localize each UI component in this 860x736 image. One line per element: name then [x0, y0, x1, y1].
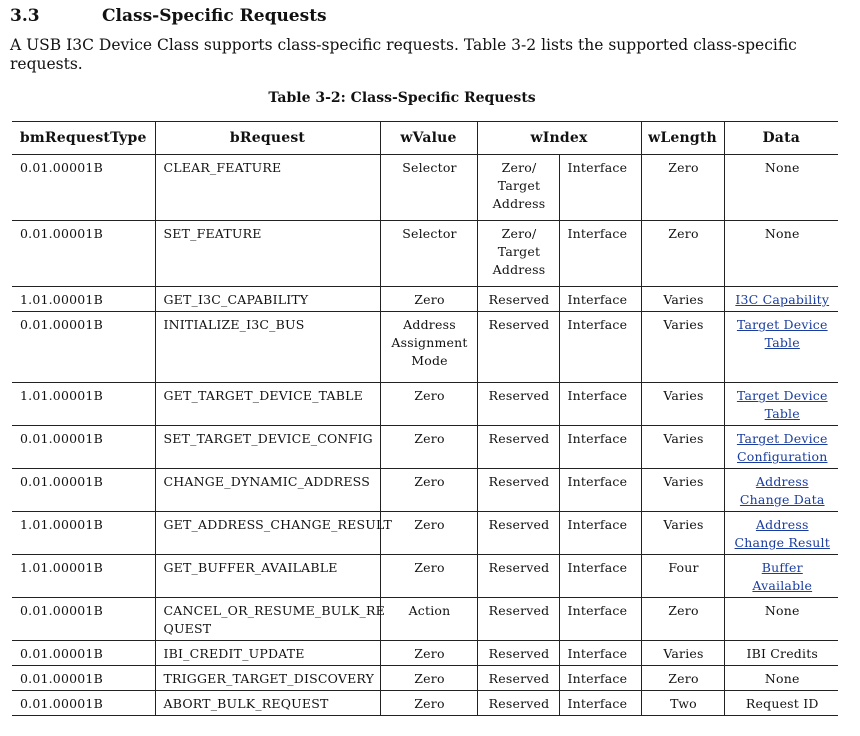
cell-data	[724, 469, 838, 512]
table-row	[12, 469, 838, 512]
cell-windex-target: Zero/ Target Address	[477, 221, 559, 287]
cell-brequest: GET_TARGET_DEVICE_TABLE	[155, 383, 380, 426]
table-row	[12, 221, 838, 287]
header-brequest: bRequest	[155, 122, 380, 155]
cell-brequest: SET_FEATURE	[155, 221, 380, 287]
cell-wvalue: Zero	[380, 426, 477, 469]
cell-bmrequesttype: 1.01.00001B	[12, 287, 155, 312]
cell-brequest: GET_I3C_CAPABILITY	[155, 287, 380, 312]
intro-paragraph: A USB I3C Device Class supports class-specific requests. Table 3-2 lists the supported class-specific requests.	[10, 36, 797, 73]
table-row	[12, 155, 838, 221]
cell-bmrequesttype: 0.01.00001B	[12, 155, 155, 221]
data-link[interactable]: Address Change Result	[734, 517, 830, 550]
cell-wvalue: Zero	[380, 641, 477, 666]
cell-brequest: CANCEL_OR_RESUME_BULK_RE QUEST	[155, 598, 380, 641]
cell-brequest: TRIGGER_TARGET_DISCOVERY	[155, 666, 380, 691]
cell-windex-target: Reserved	[477, 512, 559, 555]
cell-wlength: Varies	[641, 469, 724, 512]
cell-bmrequesttype: 0.01.00001B	[12, 666, 155, 691]
cell-bmrequesttype: 0.01.00001B	[12, 426, 155, 469]
data-link[interactable]: Address Change Data	[739, 474, 825, 507]
table-row	[12, 666, 838, 691]
header-bmrequesttype: bmRequestType	[12, 122, 155, 155]
cell-windex-interface: Interface	[559, 598, 641, 641]
cell-wvalue: Zero	[380, 512, 477, 555]
cell-wvalue: Zero	[380, 287, 477, 312]
cell-wvalue: Zero	[380, 469, 477, 512]
cell-wvalue: Action	[380, 598, 477, 641]
cell-brequest: CHANGE_DYNAMIC_ADDRESS	[155, 469, 380, 512]
cell-data	[724, 555, 838, 598]
table-row	[12, 598, 838, 641]
cell-bmrequesttype: 0.01.00001B	[12, 221, 155, 287]
cell-bmrequesttype: 1.01.00001B	[12, 383, 155, 426]
cell-brequest: GET_BUFFER_AVAILABLE	[155, 555, 380, 598]
cell-windex-interface: Interface	[559, 666, 641, 691]
table-row	[12, 287, 838, 312]
cell-wvalue: Selector	[380, 155, 477, 221]
cell-wlength: Varies	[641, 312, 724, 383]
cell-bmrequesttype: 0.01.00001B	[12, 312, 155, 383]
table-row	[12, 512, 838, 555]
section-heading	[10, 6, 327, 26]
data-link[interactable]: Target Device Table	[736, 317, 828, 350]
cell-wlength: Zero	[641, 221, 724, 287]
cell-windex-target: Reserved	[477, 555, 559, 598]
cell-windex-target: Reserved	[477, 666, 559, 691]
cell-data: None	[724, 221, 838, 287]
cell-brequest: CLEAR_FEATURE	[155, 155, 380, 221]
cell-windex-target: Reserved	[477, 287, 559, 312]
header-data: Data	[724, 122, 838, 155]
table-row	[12, 383, 838, 426]
cell-windex-interface: Interface	[559, 641, 641, 666]
cell-windex-target: Reserved	[477, 383, 559, 426]
cell-wvalue: Zero	[380, 383, 477, 426]
cell-windex-interface: Interface	[559, 512, 641, 555]
cell-data: IBI Credits	[724, 641, 838, 666]
cell-wlength: Two	[641, 691, 724, 716]
cell-brequest: IBI_CREDIT_UPDATE	[155, 641, 380, 666]
cell-windex-interface: Interface	[559, 555, 641, 598]
cell-data	[724, 383, 838, 426]
cell-wvalue: Zero	[380, 691, 477, 716]
section-number: 3.3	[10, 6, 40, 26]
cell-windex-target: Reserved	[477, 469, 559, 512]
cell-windex-target: Zero/ Target Address	[477, 155, 559, 221]
cell-wvalue: Zero	[380, 555, 477, 598]
cell-bmrequesttype: 0.01.00001B	[12, 641, 155, 666]
cell-bmrequesttype: 0.01.00001B	[12, 691, 155, 716]
requests-table	[12, 121, 838, 716]
table-row	[12, 641, 838, 666]
table-row	[12, 426, 838, 469]
cell-data	[724, 512, 838, 555]
table-row	[12, 312, 838, 383]
cell-bmrequesttype: 0.01.00001B	[12, 598, 155, 641]
cell-wlength: Varies	[641, 512, 724, 555]
cell-wlength: Varies	[641, 383, 724, 426]
cell-wlength: Varies	[641, 287, 724, 312]
section-title: Class-Specific Requests	[102, 6, 327, 26]
cell-wlength: Zero	[641, 598, 724, 641]
cell-windex-target: Reserved	[477, 598, 559, 641]
table-row	[12, 555, 838, 598]
cell-bmrequesttype: 1.01.00001B	[12, 555, 155, 598]
cell-windex-interface: Interface	[559, 383, 641, 426]
cell-data	[724, 426, 838, 469]
data-link[interactable]: Target Device Table	[736, 388, 828, 421]
cell-data: None	[724, 598, 838, 641]
cell-windex-interface: Interface	[559, 287, 641, 312]
cell-windex-interface: Interface	[559, 691, 641, 716]
cell-bmrequesttype: 1.01.00001B	[12, 512, 155, 555]
cell-windex-interface: Interface	[559, 426, 641, 469]
data-link[interactable]: Target Device Configuration	[736, 431, 828, 464]
cell-brequest: INITIALIZE_I3C_BUS	[155, 312, 380, 383]
cell-data: Request ID	[724, 691, 838, 716]
cell-data	[724, 312, 838, 383]
cell-brequest: ABORT_BULK_REQUEST	[155, 691, 380, 716]
cell-data: None	[724, 155, 838, 221]
cell-windex-target: Reserved	[477, 691, 559, 716]
header-wvalue: wValue	[380, 122, 477, 155]
cell-wlength: Varies	[641, 641, 724, 666]
table-header-row	[12, 122, 838, 155]
table-row	[12, 691, 838, 716]
cell-windex-target: Reserved	[477, 312, 559, 383]
cell-wlength: Four	[641, 555, 724, 598]
cell-wlength: Zero	[641, 666, 724, 691]
cell-wvalue: Zero	[380, 666, 477, 691]
cell-wlength: Varies	[641, 426, 724, 469]
cell-wvalue: Address Assignment Mode	[380, 312, 477, 383]
cell-windex-interface: Interface	[559, 312, 641, 383]
cell-data: None	[724, 666, 838, 691]
cell-wvalue: Selector	[380, 221, 477, 287]
cell-wlength: Zero	[641, 155, 724, 221]
cell-windex-interface: Interface	[559, 469, 641, 512]
table-caption: Table 3-2: Class-Specific Requests	[268, 90, 536, 106]
cell-bmrequesttype: 0.01.00001B	[12, 469, 155, 512]
data-link[interactable]: I3C Capability	[735, 292, 830, 307]
cell-windex-target: Reserved	[477, 641, 559, 666]
cell-brequest: GET_ADDRESS_CHANGE_RESULT	[155, 512, 380, 555]
cell-windex-interface: Interface	[559, 221, 641, 287]
header-windex: wIndex	[477, 122, 641, 155]
cell-windex-interface: Interface	[559, 155, 641, 221]
cell-windex-target: Reserved	[477, 426, 559, 469]
cell-data	[724, 287, 838, 312]
cell-brequest: SET_TARGET_DEVICE_CONFIG	[155, 426, 380, 469]
data-link[interactable]: Buffer Available	[752, 560, 813, 593]
header-wlength: wLength	[641, 122, 724, 155]
